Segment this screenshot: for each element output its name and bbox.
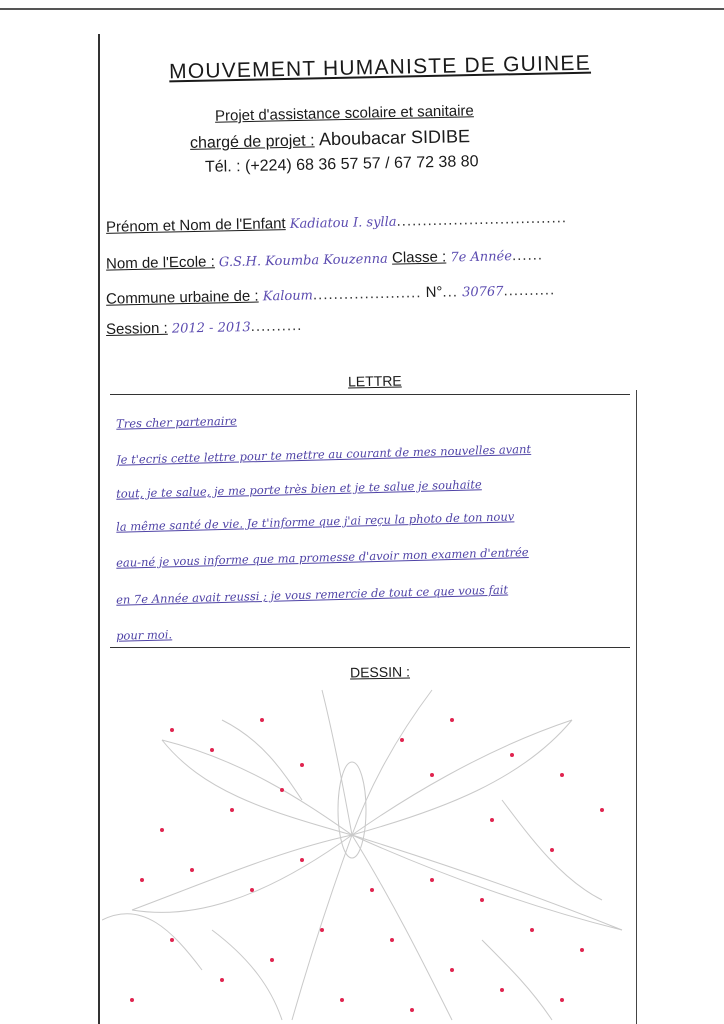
petal-stroke: [292, 835, 352, 1020]
red-dot: [250, 888, 254, 892]
petal-stroke: [162, 740, 352, 835]
right-margin-line: [636, 390, 637, 1024]
red-dot: [170, 728, 174, 732]
session-label: Session :: [105, 319, 168, 339]
petal-stroke: [222, 720, 302, 800]
class-value: 7e Année: [450, 249, 513, 266]
letter-line: tout, je te salue, je me porte très bien et je te salue je souhaite: [115, 477, 482, 501]
letter-line: Je t'ecris cette lettre pour te mettre au courant de mes nouvelles avant: [115, 441, 532, 467]
petal-stroke: [482, 940, 552, 1020]
petal-stroke: [322, 690, 352, 835]
red-dot: [270, 958, 274, 962]
petal-stroke: [352, 835, 622, 930]
red-dot: [170, 938, 174, 942]
child-name-value: Kadiatou I. sylla: [289, 214, 397, 232]
red-dot: [340, 998, 344, 1002]
red-dot: [210, 748, 214, 752]
red-dot: [410, 1008, 414, 1012]
phone-numbers: Tél. : (+224) 68 36 57 57 / 67 72 38 80: [204, 153, 479, 176]
commune-label: Commune urbaine de :: [105, 287, 259, 308]
red-dot: [430, 878, 434, 882]
number-label: N°: [425, 283, 443, 302]
red-dot: [560, 773, 564, 777]
red-dot: [300, 763, 304, 767]
red-dot: [190, 868, 194, 872]
letter-line: Tres cher partenaire: [115, 413, 237, 431]
red-dot: [560, 998, 564, 1002]
left-margin-line: [98, 34, 100, 1024]
project-manager: [190, 126, 470, 153]
red-dot: [450, 968, 454, 972]
organization-title: MOUVEMENT HUMANISTE DE GUINEE: [168, 51, 592, 84]
red-dot: [490, 818, 494, 822]
red-dot: [400, 738, 404, 742]
drawing-heading: DESSIN :: [349, 663, 411, 681]
class-label: Classe :: [391, 248, 447, 267]
number-value: 30767: [461, 284, 504, 301]
red-dot: [580, 948, 584, 952]
letter-line: eau-né je vous informe que ma promesse d'avoir mon examen d'entrée: [115, 545, 529, 570]
petal-stroke: [212, 930, 282, 1020]
school-field: Nom de l'Ecole : G.S.H. Koumba Kouzenna Classe : 7e Année......: [105, 246, 544, 273]
letter-line: en 7e Année avait reussi ; je vous remercie de tout ce que vous fait: [115, 582, 509, 607]
manager-name: Aboubacar SIDIBE: [318, 126, 471, 150]
petal-stroke: [132, 835, 352, 912]
red-dot: [370, 888, 374, 892]
red-dot: [160, 828, 164, 832]
petal-stroke: [132, 835, 352, 910]
red-dot: [230, 808, 234, 812]
red-dot: [430, 773, 434, 777]
red-dot: [280, 788, 284, 792]
letter-line: pour moi.: [115, 627, 173, 643]
red-dot: [130, 998, 134, 1002]
commune-field: Commune urbaine de : Kaloum..................... N°... 30767..........: [105, 281, 556, 308]
red-dot: [500, 988, 504, 992]
manager-label: chargé de projet :: [189, 132, 315, 152]
child-name-label: Prénom et Nom de l'Enfant: [105, 215, 286, 236]
red-dot: [260, 718, 264, 722]
red-dot: [600, 808, 604, 812]
red-dot: [320, 928, 324, 932]
petal-stroke: [162, 740, 352, 835]
red-dot: [300, 858, 304, 862]
school-value: G.S.H. Koumba Kouzenna: [218, 251, 389, 271]
flower-drawing: [102, 680, 634, 1024]
red-dot: [450, 718, 454, 722]
letter-heading: LETTRE: [347, 372, 402, 390]
petal-stroke: [352, 690, 432, 835]
petal-stroke: [352, 720, 572, 835]
letter-rule: [110, 647, 630, 648]
red-dot: [550, 848, 554, 852]
red-dot: [510, 753, 514, 757]
red-dot: [220, 978, 224, 982]
project-subtitle: Projet d'assistance scolaire et sanitaire: [214, 102, 474, 125]
red-dot: [530, 928, 534, 932]
top-border-line: [0, 8, 724, 10]
red-dots: [130, 718, 604, 1012]
red-dot: [480, 898, 484, 902]
red-dot: [140, 878, 144, 882]
petal-stroke: [352, 720, 572, 835]
session-field: Session : 2012 - 2013..........: [105, 316, 303, 339]
petal-stroke: [102, 914, 202, 970]
school-label: Nom de l'Ecole :: [105, 253, 215, 273]
red-dot: [390, 938, 394, 942]
letter-line: la même santé de vie. Je t'informe que j'ai reçu la photo de ton nouv: [115, 509, 515, 534]
letter-rule: [110, 394, 630, 395]
session-value: 2012 - 2013: [171, 320, 251, 337]
commune-value: Kaloum: [262, 288, 314, 305]
petal-stroke: [352, 835, 622, 930]
child-name-field: Prénom et Nom de l'Enfant Kadiatou I. sylla.................................: [105, 209, 568, 236]
